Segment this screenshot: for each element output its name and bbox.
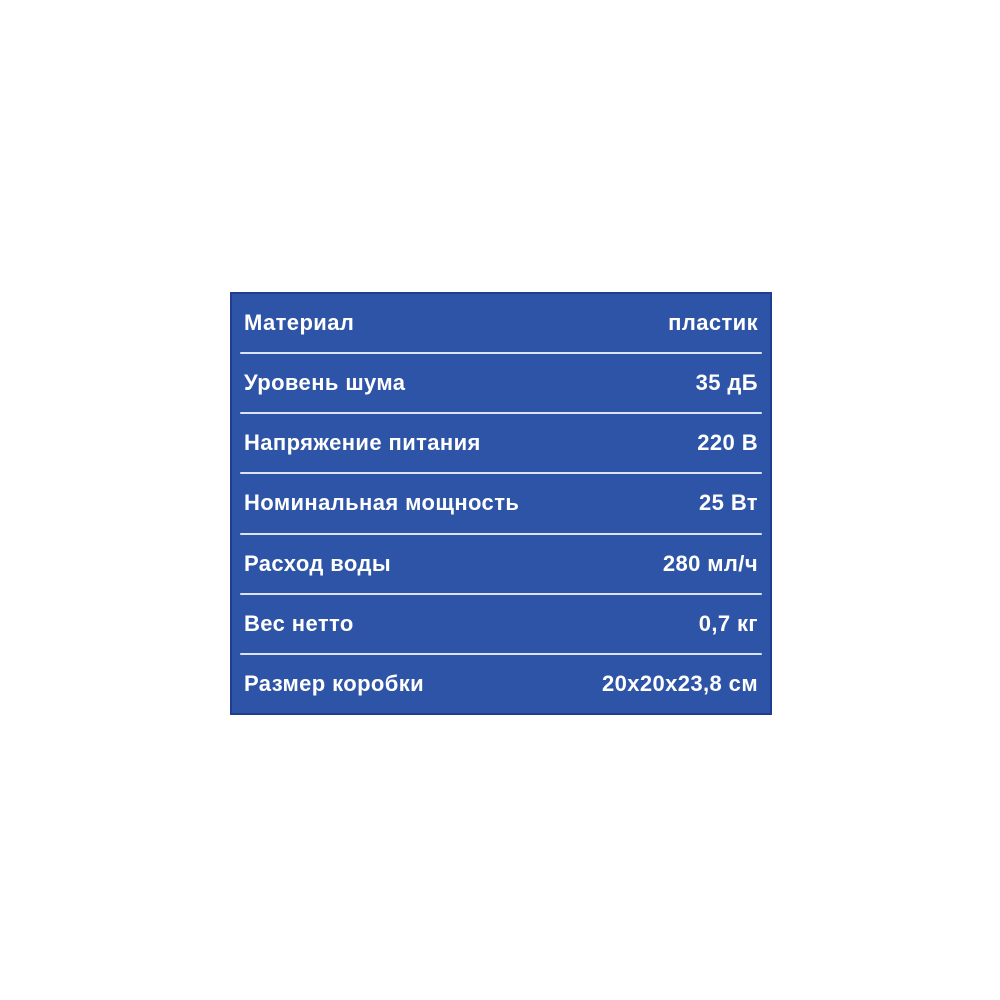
spec-row-water-consumption	[232, 535, 770, 593]
spec-value: пластик	[668, 310, 758, 336]
spec-value: 0,7 кг	[698, 610, 758, 636]
spec-row-net-weight	[232, 595, 770, 653]
spec-value: 220 В	[697, 430, 758, 456]
spec-label: Размер коробки	[244, 670, 425, 696]
spec-table-panel	[230, 292, 772, 715]
row-divider	[240, 412, 762, 414]
row-divider	[240, 653, 762, 655]
spec-label: Номинальная мощность	[244, 490, 520, 516]
spec-row-rated-power	[232, 474, 770, 532]
spec-row-material	[232, 294, 770, 352]
spec-label: Расход воды	[244, 550, 392, 576]
spec-label: Материал	[244, 310, 355, 336]
spec-row-noise-level	[232, 354, 770, 412]
row-divider	[240, 352, 762, 354]
spec-value: 25 Вт	[699, 490, 758, 516]
spec-value: 35 дБ	[695, 370, 758, 396]
spec-row-box-size	[232, 655, 770, 713]
spec-row-supply-voltage	[232, 414, 770, 472]
spec-value: 20х20х23,8 см	[601, 670, 758, 696]
row-divider	[240, 533, 762, 535]
spec-value: 280 мл/ч	[662, 550, 758, 576]
spec-label: Напряжение питания	[244, 430, 481, 456]
row-divider	[240, 593, 762, 595]
spec-label: Вес нетто	[244, 610, 354, 636]
spec-label: Уровень шума	[244, 370, 406, 396]
